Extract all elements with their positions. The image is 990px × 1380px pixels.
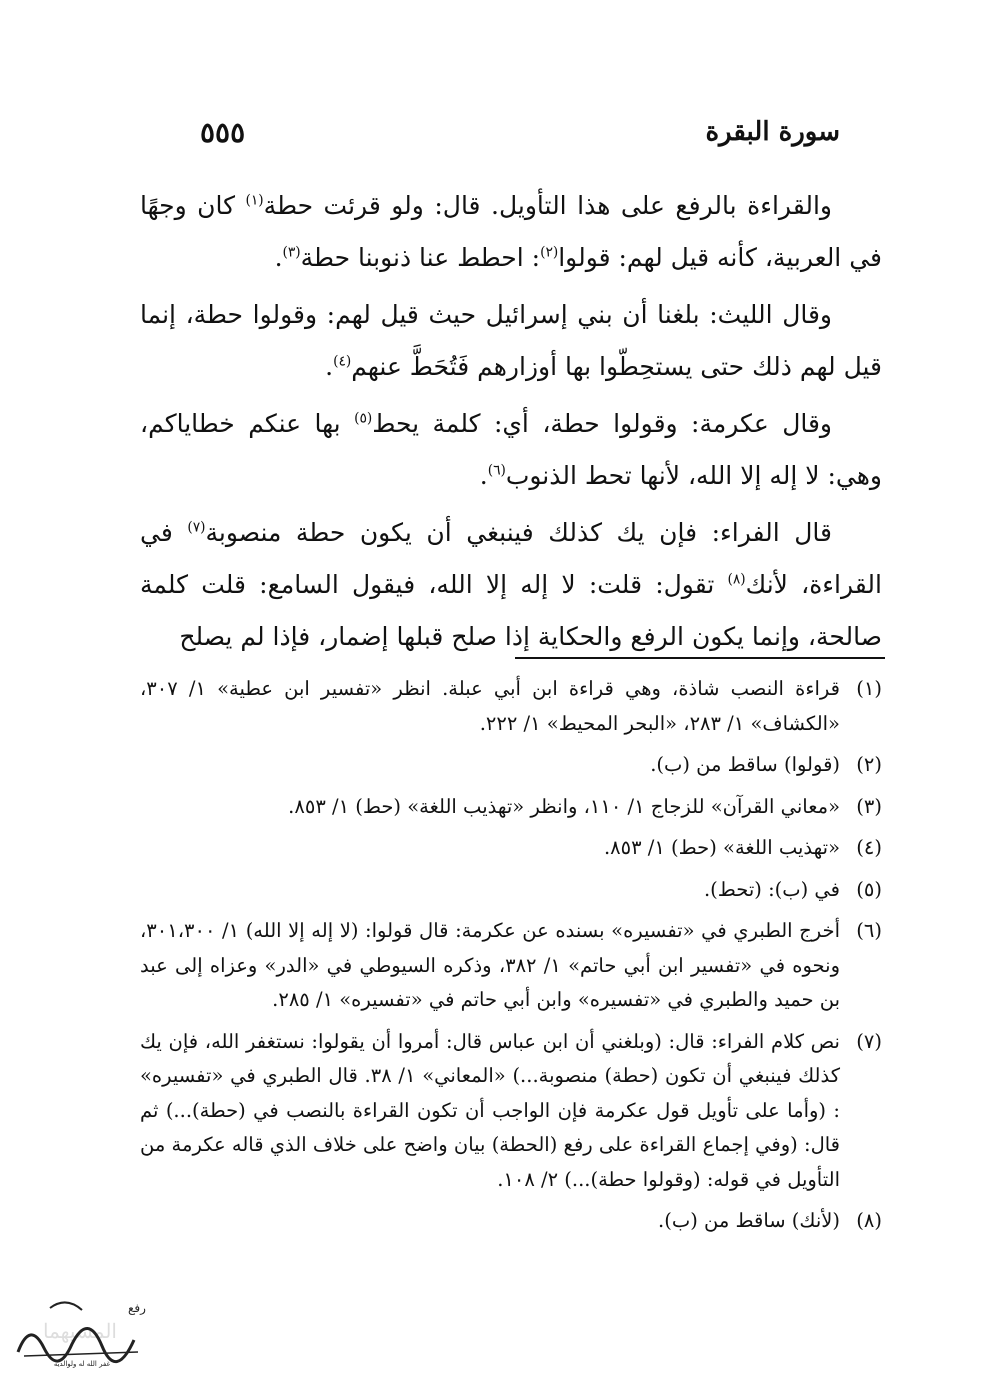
footnote-text: قراءة النصب شاذة، وهي قراءة ابن أبي عبلة. انظر «تفسير ابن عطية» ١/ ٣٠٧، «الكشاف» ١/ ٢٨٣، «البحر المحيط» ١/ ٢٢٢. [140,677,840,735]
text-run: : احطط عنا ذنوبنا حطة [300,243,541,272]
text-run: . [479,461,488,490]
page-number: ٥٥٥ [200,115,246,149]
text-run: في القراءة، لأنك [140,518,882,599]
footnotes [140,672,882,1246]
paragraph [140,289,882,393]
footnote-number: (٤) [856,836,882,859]
footnote-marker: (١) [245,192,264,209]
text-run: وقال عكرمة: وقولوا حطة، أي: كلمة يحط [372,409,833,438]
footnote [140,873,882,908]
text-run: تقول: قلت: لا إله إلا الله، فيقول السامع: قلت كلمة صالحة، وإنما يكون الرفع والحكاية إذا صلح قبلها إضمار، فإذا لم يصلح [140,570,882,651]
text-run: . [325,352,334,381]
text-run: وقال الليث: بلغنا أن بني إسرائيل حيث قيل لهم: وقولوا حطة، إنما قيل لهم ذلك حتى يستحِطّوا بها أوزارهم فَتُحَطَّ عنهم [140,300,882,381]
footnote-marker: (٧) [187,519,206,536]
footnote-marker: (٤) [333,353,352,370]
footnote [140,1204,882,1239]
paragraph [140,398,882,502]
text-run: بها عنكم خطاياكم، وهي: لا إله إلا الله، لأنها تحط الذنوب [140,409,882,490]
footnote-number: (٧) [856,1029,882,1053]
footnote-text: (لأنك) ساقط من (ب). [658,1209,840,1232]
stamp-text-main: المسيهما [43,1319,117,1343]
footnote-text: أخرج الطبري في «تفسيره» بسنده عن عكرمة: قال قولوا: (لا إله إلا الله) ١/ ٣٠١،٣٠٠، ونحوه في «تفسير ابن أبي حاتم» ١/ ٣٨٢، وذكره السيوطي في «الدر» وعزاه إلى عبد بن حميد والطبري في «تفسيره» وابن أبي حاتم في «تفسيره» ١/ ٢٨٥. [140,919,840,1011]
footnote-text: نص كلام الفراء: قال: (وبلغني أن ابن عباس قال: أمروا أن يقولوا: نستغفر الله، فإن يك كذلك فينبغي أن تكون (حطة) منصوبة...) «المعاني» ١/ ٣٨. قال الطبري في «تفسيره» : (وأما على تأويل قول عكرمة فإن الواجب أن تكون القراءة بالنصب في (حطة)...) ثم قال: (وفي إجماع القراءة على رفع (الحطة) بيان واضح على خلاف الذي قاله عكرمة من التأويل في قوله: (وقولوا حطة)...) ٢/ ١٠٨. [140,1029,840,1191]
footnote-number: (٥) [856,877,882,901]
footnote [140,914,882,1018]
footnote-marker: (٣) [282,244,301,261]
footnote-text: (قولوا) ساقط من (ب). [650,753,840,776]
chapter-title: سورة البقرة [705,117,840,147]
footnote-number: (٢) [856,753,882,776]
footnote [140,790,882,825]
footnote-marker: (٦) [487,462,506,479]
stamp-text-bottom: غفر الله له ولوالديه [53,1360,111,1368]
footnote-number: (٨) [856,1209,882,1232]
footnote [140,748,882,783]
footnote-divider [515,657,885,659]
footnote-number: (٣) [856,794,882,818]
footnote-text: في (ب): (تحط). [703,877,840,901]
running-header [200,112,840,152]
paragraph [140,507,882,663]
text-run: كان وجهًا في العربية، كأنه قيل لهم: قولوا [140,191,882,272]
footnote-marker: (٨) [727,571,746,588]
footnote-marker: (٢) [540,244,559,261]
text-run: والقراءة بالرفع على هذا التأويل. قال: ولو قرئت حطة [263,191,832,220]
footnote-number: (٦) [856,919,882,942]
footnote [140,672,882,741]
main-text [140,180,882,668]
text-run: قال الفراء: فإن يك كذلك فينبغي أن يكون حطة منصوبة [205,518,832,547]
footnote [140,1025,882,1198]
footnote-text: «معاني القرآن» للزجاج ١/ ١١٠، وانظر «تهذيب اللغة» (حط) ١/ ٨٥٣. [288,794,840,818]
text-run: . [274,243,283,272]
footnote [140,831,882,866]
footnote-text: «تهذيب اللغة» (حط) ١/ ٨٥٣. [603,836,840,859]
paragraph [140,180,882,284]
publisher-stamp-logo [10,1290,150,1370]
footnote-marker: (٥) [354,410,373,427]
footnote-number: (١) [856,677,882,700]
stamp-text-top: رفع [128,1301,146,1315]
